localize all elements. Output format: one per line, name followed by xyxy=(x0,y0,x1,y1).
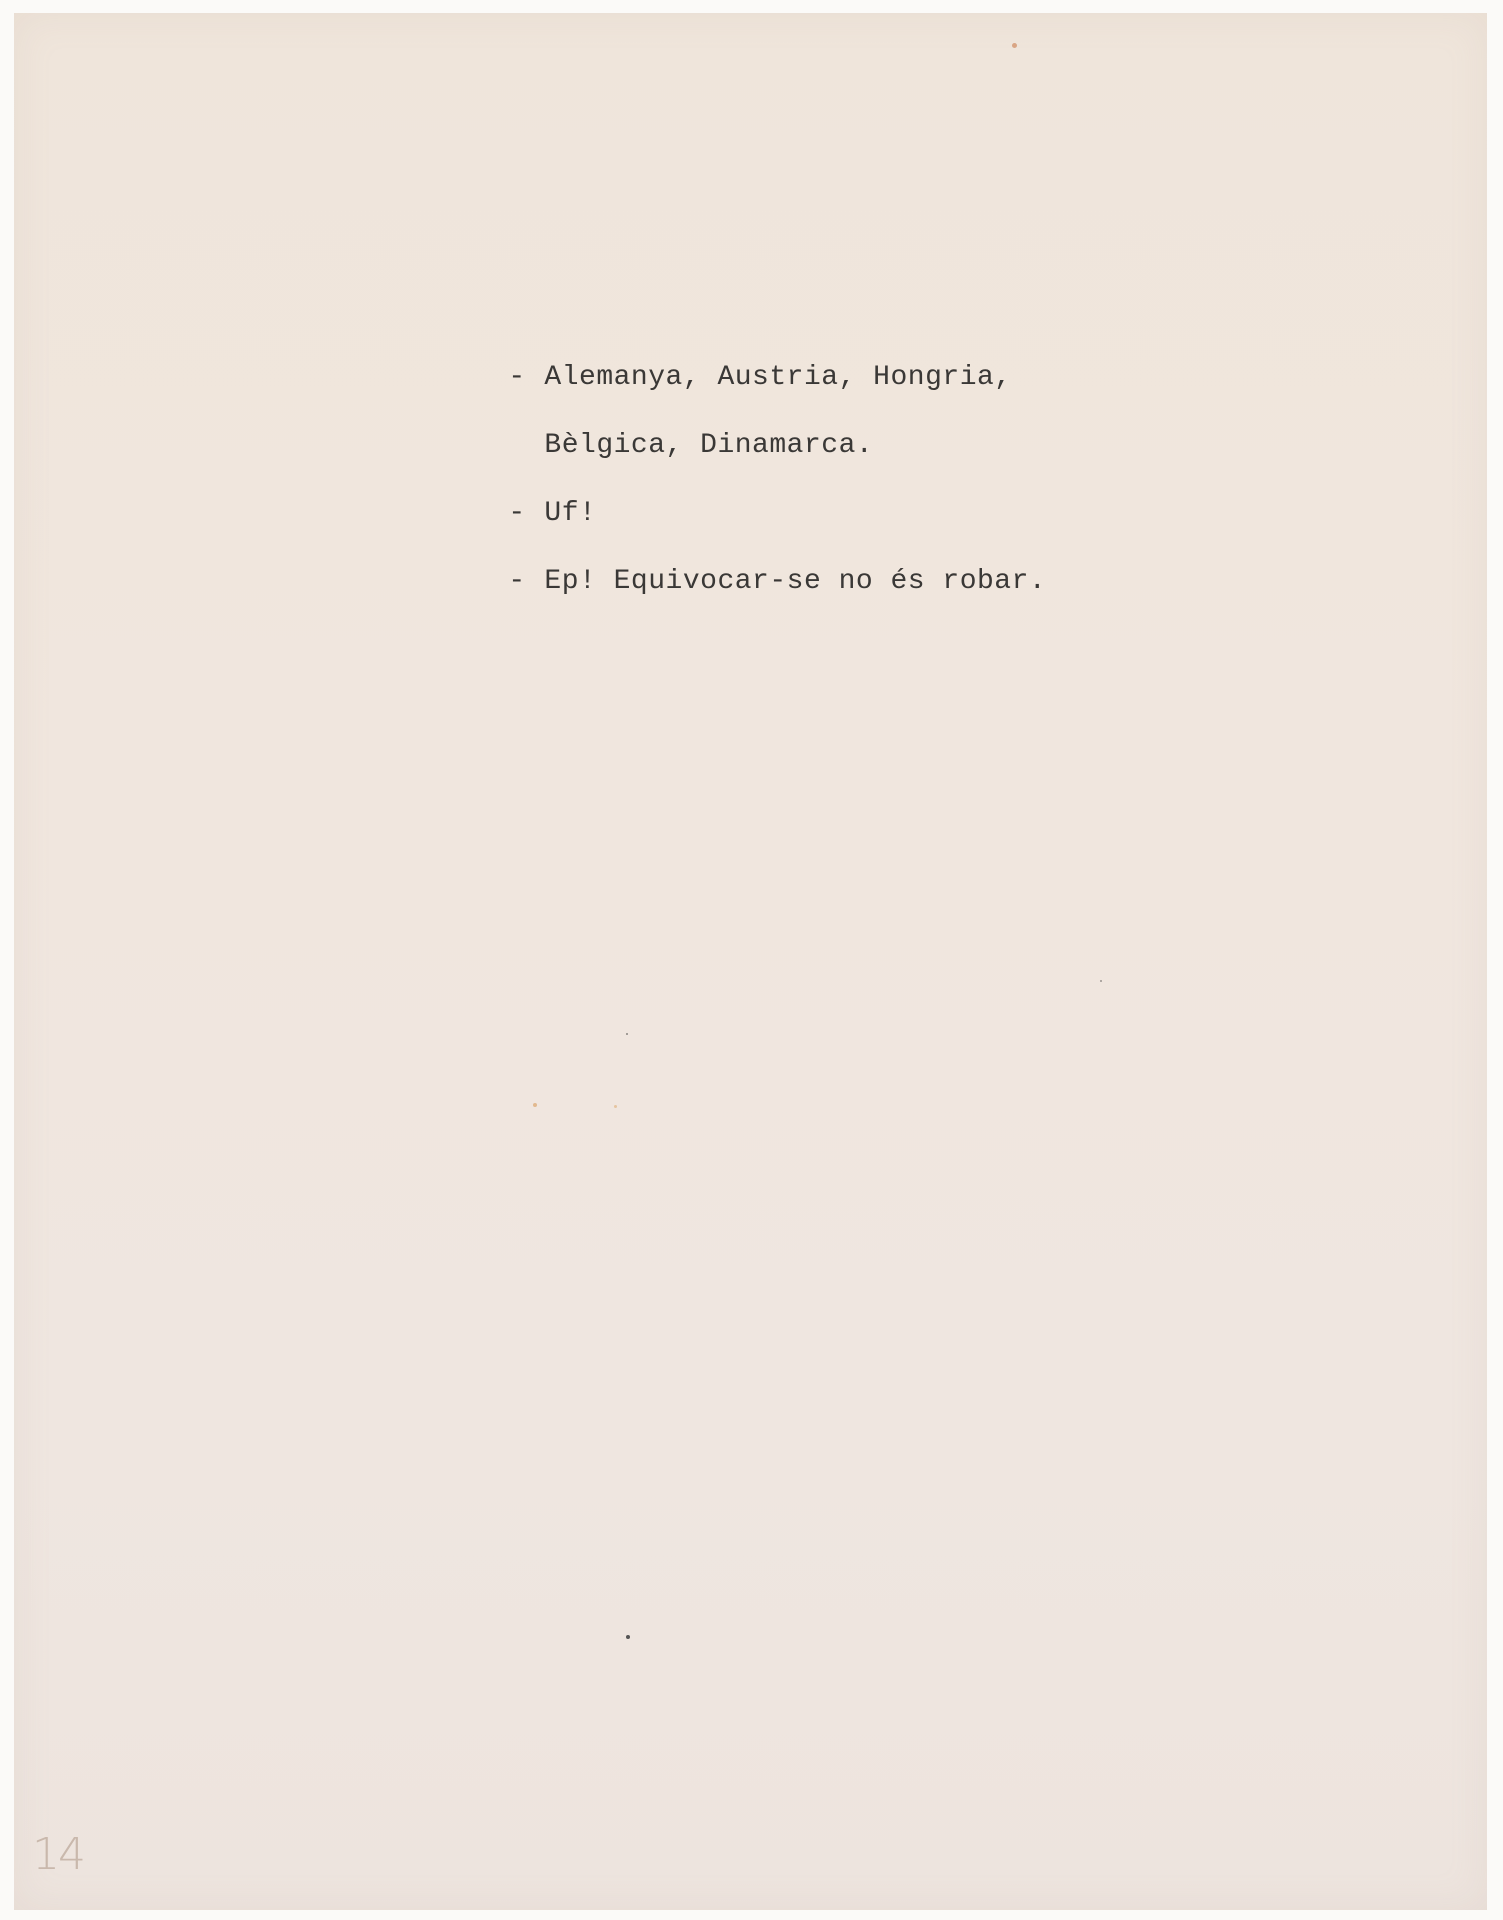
paper-speck xyxy=(533,1103,537,1107)
line-text: Ep! Equivocar-se no és robar. xyxy=(544,566,1047,597)
line-text: Uf! xyxy=(544,498,597,529)
paper-sheet xyxy=(14,13,1487,1910)
dash-marker: - xyxy=(508,362,526,393)
paper-speck xyxy=(614,1105,617,1108)
dash-marker: - xyxy=(508,498,526,529)
paper-speck xyxy=(1012,43,1017,48)
line-text: Bèlgica, Dinamarca. xyxy=(544,430,874,461)
page-number: 14 xyxy=(32,1829,84,1880)
paper-speck xyxy=(626,1033,628,1035)
line-text: Alemanya, Austria, Hongria, xyxy=(544,362,1012,393)
paper-speck xyxy=(1100,980,1102,982)
dash-marker: - xyxy=(508,566,526,597)
paper-speck xyxy=(626,1635,630,1639)
text-line-4 xyxy=(370,522,1046,642)
